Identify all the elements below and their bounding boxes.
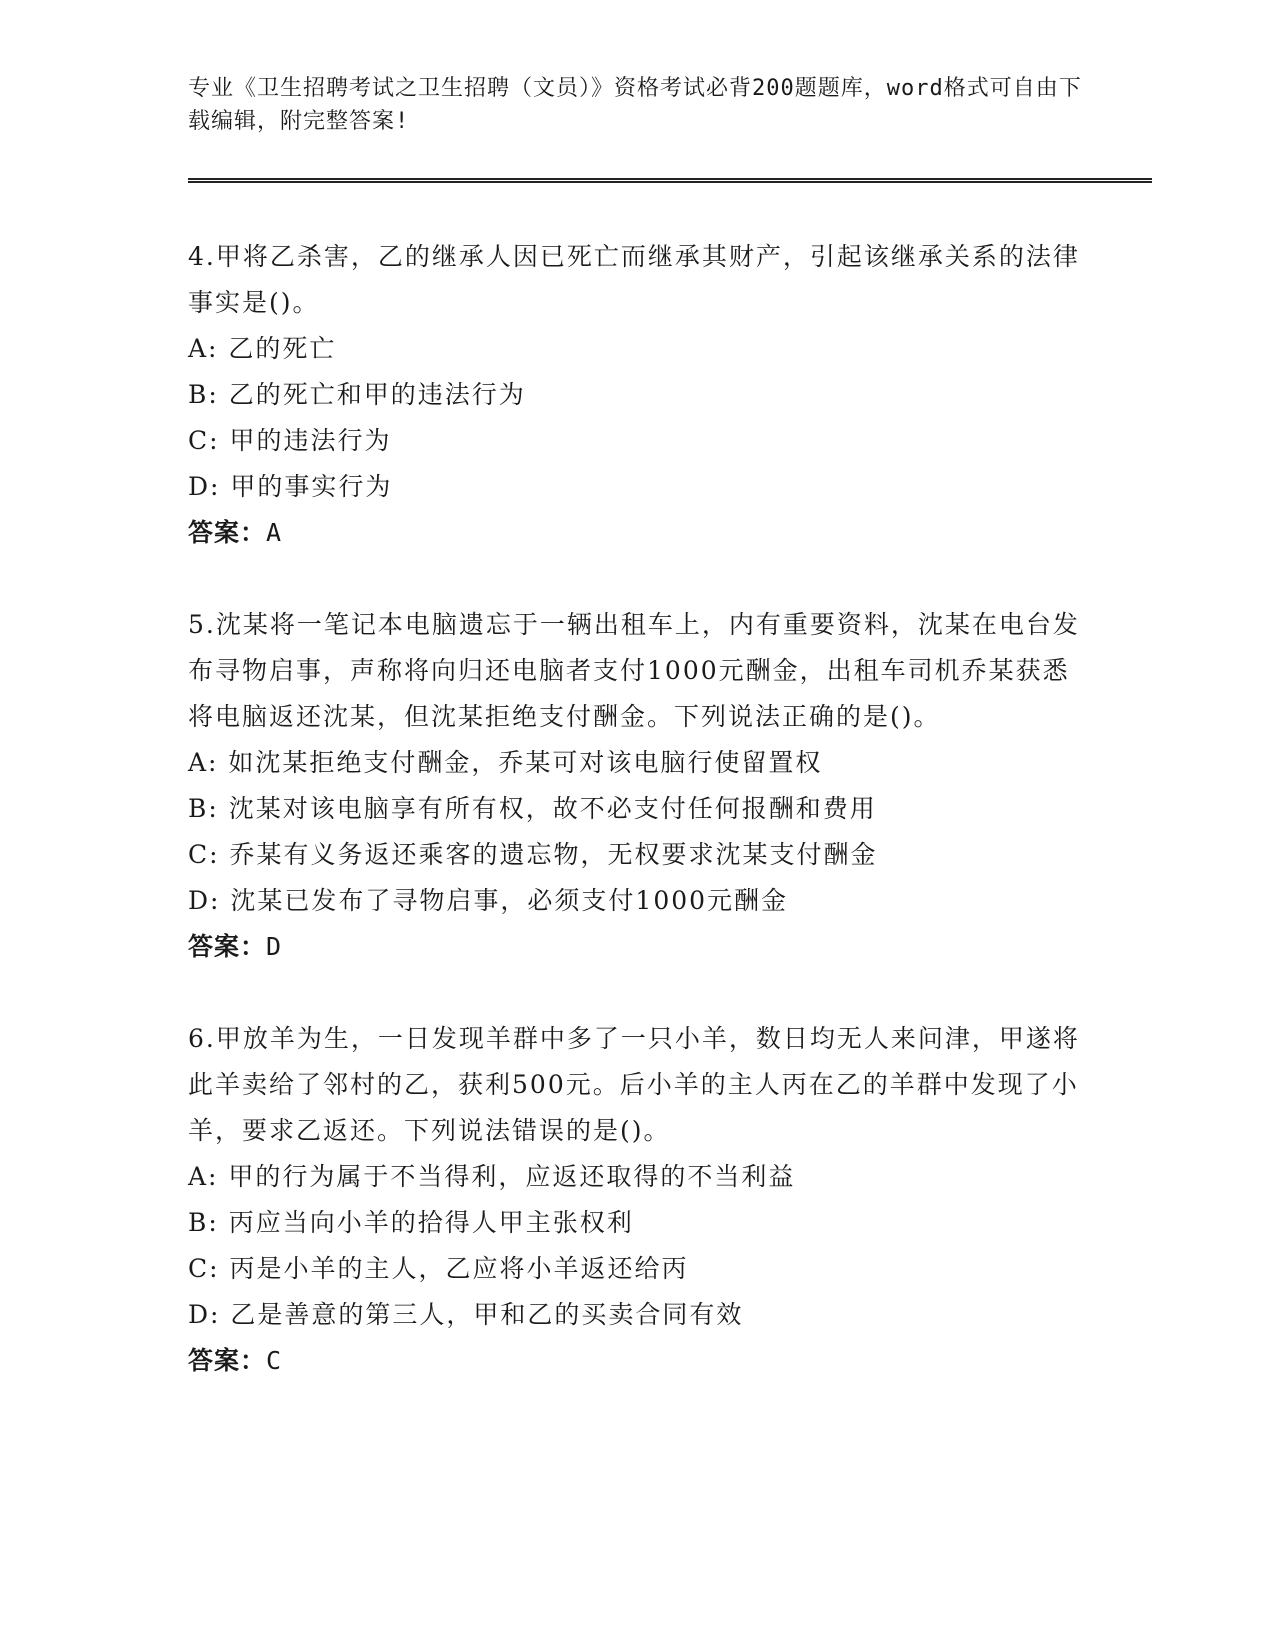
- option-d: D: 沈某已发布了寻物启事，必须支付1000元酬金: [188, 886, 789, 915]
- option-d: D: 乙是善意的第三人，甲和乙的买卖合同有效: [188, 1300, 744, 1329]
- option-a: A: 如沈某拒绝支付酬金，乔某可对该电脑行使留置权: [188, 748, 823, 777]
- answer-line: [188, 1338, 1088, 1384]
- option-b: B: 丙应当向小羊的拾得人甲主张权利: [188, 1208, 634, 1237]
- document-header: 专业《卫生招聘考试之卫生招聘（文员）》资格考试必背200题题库，word格式可自由下载编辑，附完整答案!: [188, 76, 1082, 134]
- answer-line: [188, 924, 1088, 970]
- option-b: B: 乙的死亡和甲的违法行为: [188, 380, 526, 409]
- option-b: B: 沈某对该电脑享有所有权，故不必支付任何报酬和费用: [188, 794, 877, 823]
- question-stem: 5.沈某将一笔记本电脑遗忘于一辆出租车上，内有重要资料，沈某在电台发布寻物启事，声称将向归还电脑者支付1000元酬金，出租车司机乔某获悉将电脑返还沈某，但沈某拒绝支付酬金。下列说法正确的是()。: [188, 610, 1080, 731]
- question-stem: 6.甲放羊为生，一日发现羊群中多了一只小羊，数日均无人来问津，甲遂将此羊卖给了邻村的乙，获利500元。后小羊的主人丙在乙的羊群中发现了小羊，要求乙返还。下列说法错误的是()。: [188, 1024, 1080, 1145]
- option-a: A: 乙的死亡: [188, 334, 337, 363]
- option-a: A: 甲的行为属于不当得利，应返还取得的不当利益: [188, 1162, 796, 1191]
- question-item: [188, 234, 1088, 556]
- answer-label: 答案：: [188, 932, 267, 961]
- option-d: D: 甲的事实行为: [188, 472, 393, 501]
- answer-value: A: [266, 518, 283, 547]
- option-c: C: 乔某有义务返还乘客的遗忘物，无权要求沈某支付酬金: [188, 840, 878, 869]
- question-item: [188, 602, 1088, 970]
- question-list: [188, 234, 1088, 1430]
- answer-line: [188, 510, 1088, 556]
- header-divider: [188, 178, 1152, 183]
- answer-value: C: [266, 1346, 283, 1375]
- option-c: C: 丙是小羊的主人，乙应将小羊返还给丙: [188, 1254, 689, 1283]
- question-item: [188, 1016, 1088, 1384]
- answer-value: D: [266, 932, 283, 961]
- answer-label: 答案：: [188, 1346, 267, 1375]
- answer-label: 答案：: [188, 518, 267, 547]
- question-stem: 4.甲将乙杀害，乙的继承人因已死亡而继承其财产，引起该继承关系的法律事实是()。: [188, 242, 1080, 317]
- option-c: C: 甲的违法行为: [188, 426, 392, 455]
